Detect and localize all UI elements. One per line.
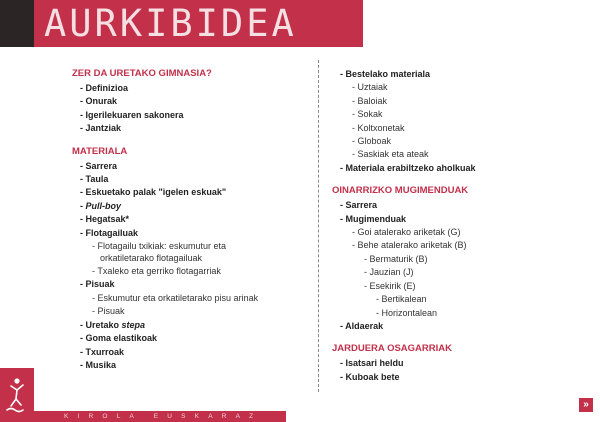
section-list-materiala	[72, 160, 302, 373]
toc-subitem-line: - Flotagailu txikiak: eskumutur eta	[92, 241, 227, 252]
toc-item-uretako-text: - Uretako	[80, 319, 122, 330]
toc-subitem-flotagailu-txikiak[interactable]	[72, 240, 302, 265]
toc-item[interactable]: - Definizioa	[80, 83, 129, 93]
toc-item[interactable]: - Onurak	[80, 96, 118, 107]
toc-item[interactable]: - Aldaerak	[340, 320, 384, 331]
toc-item[interactable]: - Eskuetako palak "igelen eskuak"	[80, 187, 227, 198]
toc-item[interactable]: - Isatsari heldu	[340, 358, 404, 369]
swimmer-logo-icon	[3, 376, 29, 414]
toc-subitem[interactable]: - Baloiak	[352, 95, 388, 106]
toc-subitem-line: orkatiletarako flotagailuak	[100, 252, 203, 263]
brand-logo	[0, 368, 34, 422]
toc-item[interactable]: - Musika	[80, 359, 117, 370]
toc-subitem[interactable]: - Bertikalean	[376, 294, 427, 305]
page-title: AURKIBIDEA	[44, 2, 297, 45]
toc-item[interactable]: - Materiala erabiltzeko aholkuak	[340, 162, 476, 173]
toc-item[interactable]: - Kuboak bete	[340, 371, 400, 382]
toc-item-uretako-stepa[interactable]	[72, 319, 302, 332]
header-banner	[34, 0, 363, 47]
toc-right-column	[332, 68, 582, 384]
double-chevron-right-icon: »	[583, 399, 589, 410]
section-heading-jarduera[interactable]: JARDUERA OSAGARRIAK	[332, 343, 452, 355]
toc-subitem[interactable]: - Esekirik (E)	[364, 280, 416, 291]
toc-item[interactable]: - Jantziak	[80, 123, 122, 134]
section-heading-oinarrizko[interactable]: OINARRIZKO MUGIMENDUAK	[332, 185, 469, 197]
toc-item[interactable]: - Goma elastikoak	[80, 333, 158, 344]
footer-brand-text: KIROLA EUSKARAZ	[64, 413, 263, 420]
toc-item[interactable]: - Txurroak	[80, 346, 125, 357]
section-list-oinarrizko	[332, 199, 582, 333]
toc-item-pullboy[interactable]: - Pull-boy	[80, 200, 121, 211]
toc-subitem[interactable]: - Sokak	[352, 109, 383, 120]
toc-left-column	[72, 68, 302, 372]
section-list-gimnasia	[72, 82, 302, 136]
toc-item[interactable]: - Mugimenduak	[340, 213, 407, 224]
toc-item[interactable]: - Hegatsak*	[80, 214, 130, 225]
toc-item-pullboy-text: Pull-boy	[85, 200, 121, 211]
toc-item[interactable]: - Flotagailuak	[80, 227, 139, 238]
section-list-bestelako	[332, 68, 582, 175]
toc-subitem[interactable]: - Bermaturik (B)	[364, 253, 428, 264]
section-heading-materiala[interactable]: MATERIALA	[72, 145, 128, 157]
top-dark-bar	[0, 0, 34, 47]
toc-subitem[interactable]: - Eskumutur eta orkatiletarako pisu arinak	[92, 292, 259, 303]
footer-band	[34, 411, 286, 422]
toc-subitem[interactable]: - Uztaiak	[352, 82, 388, 93]
toc-subitem[interactable]: - Saskiak eta ateak	[352, 149, 429, 160]
toc-item[interactable]: - Taula	[80, 174, 109, 185]
toc-subitem[interactable]: - Txaleko eta gerriko flotagarriak	[92, 266, 221, 277]
toc-subitem[interactable]: - Jauzian (J)	[364, 267, 414, 278]
toc-item-stepa-text: stepa	[121, 319, 146, 330]
toc-item[interactable]: - Igerilekuaren sakonera	[80, 109, 184, 120]
next-page-button[interactable]	[579, 398, 593, 412]
toc-subitem[interactable]: - Globoak	[352, 136, 392, 147]
section-list-jarduera	[332, 357, 582, 384]
section-heading-gimnasia[interactable]: ZER DA URETAKO GIMNASIA?	[72, 68, 212, 79]
toc-subitem[interactable]: - Goi atalerako ariketak (G)	[352, 227, 461, 238]
column-divider	[318, 60, 319, 392]
toc-item[interactable]: - Sarrera	[340, 200, 378, 211]
toc-subitem[interactable]: - Koltxonetak	[352, 122, 405, 133]
toc-subitem[interactable]: - Horizontalean	[376, 307, 438, 318]
toc-item[interactable]: - Bestelako materiala	[340, 69, 431, 79]
toc-subitem[interactable]: - Behe atalerako ariketak (B)	[352, 240, 467, 251]
toc-item[interactable]: - Sarrera	[80, 160, 118, 171]
toc-subitem[interactable]: - Pisuak	[92, 306, 125, 317]
toc-item[interactable]: - Pisuak	[80, 279, 115, 290]
